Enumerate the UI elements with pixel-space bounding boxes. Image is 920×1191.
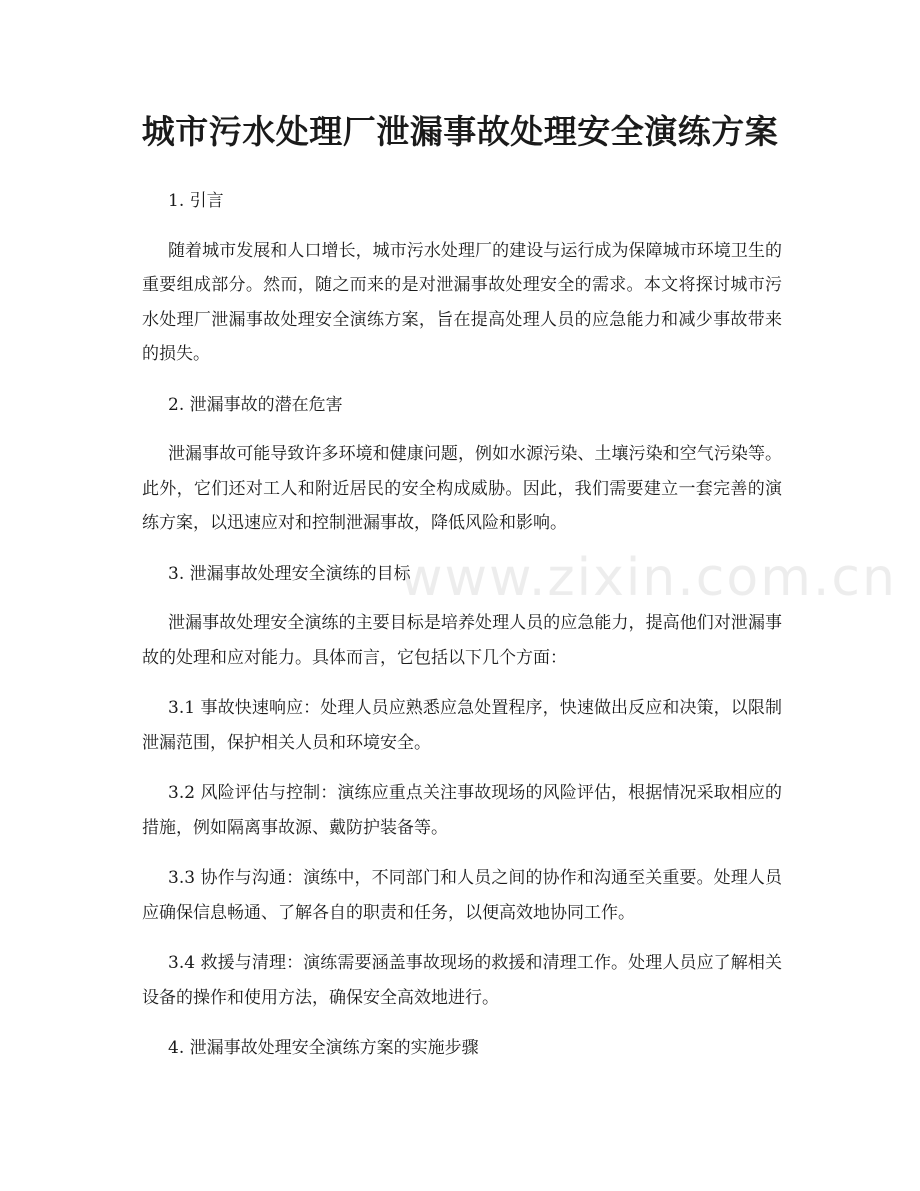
watermark: www.zixin.com.cn [400,548,897,608]
paragraph-goals: 泄漏事故处理安全演练的主要目标是培养处理人员的应急能力，提高他们对泄漏事故的处理和应对能力。具体而言，它包括以下几个方面： [142,613,782,668]
paragraph-intro: 随着城市发展和人口增长，城市污水处理厂的建设与运行成为保障城市环境卫生的重要组成部分。然而，随之而来的是对泄漏事故处理安全的需求。本文将探讨城市污水处理厂泄漏事故处理安全演练方案，旨在提高处理人员的应急能力和减少事故带来的损失。 [142,240,782,364]
paragraph-goal-3-4: 3.4 救援与清理：演练需要涵盖事故现场的救援和清理工作。处理人员应了解相关设备的操作和使用方法，确保安全高效地进行。 [142,953,782,1008]
section-heading-3: 3. 泄漏事故处理安全演练的目标 [168,563,411,584]
document-body [142,184,782,1081]
paragraph-hazards: 泄漏事故可能导致许多环境和健康问题，例如水源污染、土壤污染和空气污染等。此外，它们还对工人和附近居民的安全构成威胁。因此，我们需要建立一套完善的演练方案，以迅速应对和控制泄漏事故，降低风险和影响。 [142,444,782,533]
paragraph-goal-3-1: 3.1 事故快速响应：处理人员应熟悉应急处置程序，快速做出反应和决策，以限制泄漏范围，保护相关人员和环境安全。 [142,698,782,753]
section-heading-4: 4. 泄漏事故处理安全演练方案的实施步骤 [168,1038,479,1058]
paragraph-goal-3-3: 3.3 协作与沟通：演练中，不同部门和人员之间的协作和沟通至关重要。处理人员应确保信息畅通、了解各自的职责和任务，以便高效地协同工作。 [142,868,782,923]
section-heading-1: 1. 引言 [168,191,224,211]
paragraph-goal-3-2: 3.2 风险评估与控制：演练应重点关注事故现场的风险评估，根据情况采取相应的措施，例如隔离事故源、戴防护装备等。 [142,783,782,838]
document-title: 城市污水处理厂泄漏事故处理安全演练方案 [141,112,779,151]
section-heading-2: 2. 泄漏事故的潜在危害 [168,394,343,415]
